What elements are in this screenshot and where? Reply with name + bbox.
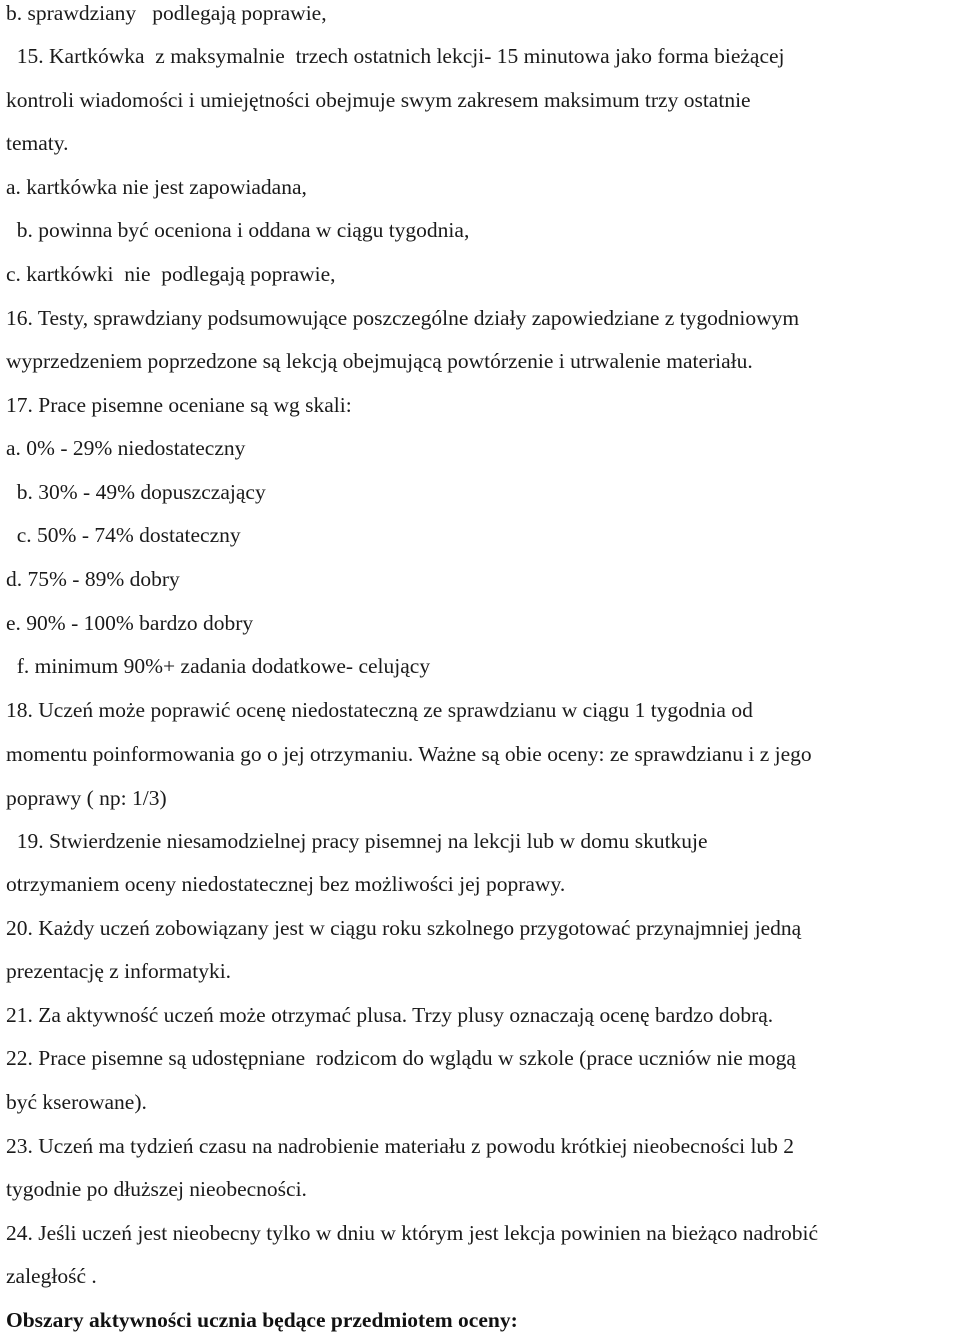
text-line: b. 30% - 49% dopuszczający [6,480,266,504]
text-line: poprawy ( np: 1/3) [6,786,167,810]
text-line: 23. Uczeń ma tydzień czasu na nadrobienie materiału z powodu krótkiej nieobecności lub 2 [6,1134,795,1158]
text-line: 20. Każdy uczeń zobowiązany jest w ciągu roku szkolnego przygotować przynajmniej jedną [6,916,802,940]
text-line: 21. Za aktywność uczeń może otrzymać plusa. Trzy plusy oznaczają ocenę bardzo dobrą. [6,1003,774,1027]
text-line: 15. Kartkówka z maksymalnie trzech ostatnich lekcji- 15 minutowa jako forma bieżącej [6,44,785,68]
text-line: kontroli wiadomości i umiejętności obejmuje swym zakresem maksimum trzy ostatnie [6,88,751,112]
text-line: d. 75% - 89% dobry [6,567,180,591]
text-line: 18. Uczeń może poprawić ocenę niedostateczną ze sprawdzianu w ciągu 1 tygodnia od [6,698,753,722]
text-line: 19. Stwierdzenie niesamodzielnej pracy pisemnej na lekcji lub w domu skutkuje [6,829,708,853]
text-line: tygodnie po dłuższej nieobecności. [6,1177,307,1201]
text-line: c. 50% - 74% dostateczny [6,523,241,547]
text-line: tematy. [6,131,69,155]
text-line: b. sprawdziany podlegają poprawie, [6,1,327,25]
text-line: wyprzedzeniem poprzedzone są lekcją obejmującą powtórzenie i utrwalenie materiału. [6,349,753,373]
text-line: być kserowane). [6,1090,147,1114]
section-heading: Obszary aktywności ucznia będące przedmiotem oceny: [6,1308,518,1332]
text-line: zaległość . [6,1264,97,1288]
text-line: c. kartkówki nie podlegają poprawie, [6,262,336,286]
text-line: momentu poinformowania go o jej otrzymaniu. Ważne są obie oceny: ze sprawdzianu i z jego [6,742,812,766]
text-line: f. minimum 90%+ zadania dodatkowe- celujący [6,654,431,678]
text-line: 16. Testy, sprawdziany podsumowujące poszczególne działy zapowiedziane z tygodniowym [6,306,800,330]
text-line: e. 90% - 100% bardzo dobry [6,611,254,635]
text-line: a. kartkówka nie jest zapowiadana, [6,175,307,199]
text-line: otrzymaniem oceny niedostatecznej bez możliwości jej poprawy. [6,872,566,896]
text-line: prezentację z informatyki. [6,959,232,983]
text-line: 17. Prace pisemne oceniane są wg skali: [6,393,352,417]
text-line: 22. Prace pisemne są udostępniane rodzicom do wglądu w szkole (prace uczniów nie mogą [6,1046,796,1070]
text-line: a. 0% - 29% niedostateczny [6,436,246,460]
text-line: 24. Jeśli uczeń jest nieobecny tylko w dniu w którym jest lekcja powinien na bieżąco nadrobić [6,1221,818,1245]
text-line: b. powinna być oceniona i oddana w ciągu tygodnia, [6,218,470,242]
